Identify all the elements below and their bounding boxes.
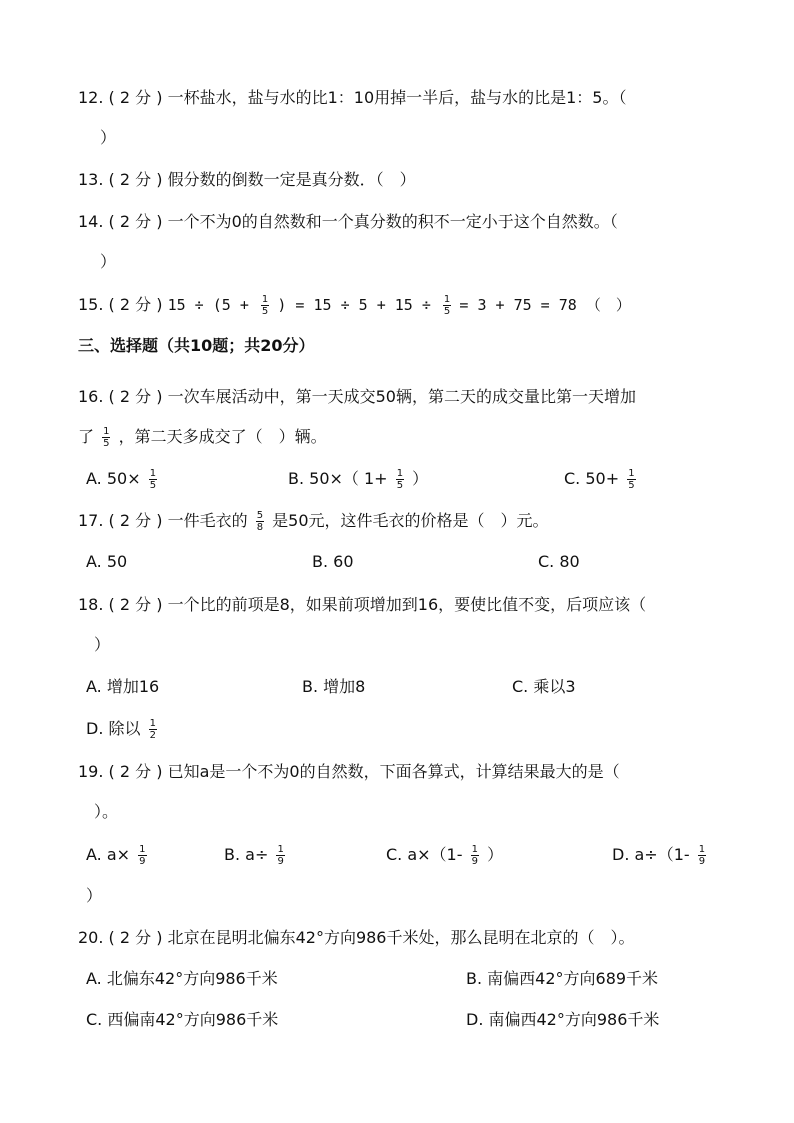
score-label: ( 2 分 ) <box>108 762 163 781</box>
option-b[interactable] <box>224 842 288 868</box>
option-label: D. 除以 <box>86 719 141 738</box>
option-label: A. a× <box>86 845 131 864</box>
option-label: B. a÷ <box>224 845 269 864</box>
question-text: 一个比的前项是8，如果前项增加到16，要使比值不变，后项应该（ <box>167 595 647 614</box>
option-d[interactable]: D. 南偏西42°方向986千米 <box>466 1010 660 1029</box>
score-label: ( 2 分 ) <box>108 595 163 614</box>
section-heading: 三、选择题（共10题；共20分） <box>78 336 315 355</box>
question-text: 一次车展活动中，第一天成交50辆，第二天的成交量比第一天增加 <box>167 387 636 406</box>
score-label: ( 2 分 ) <box>108 212 163 231</box>
question-18-tail: ） <box>94 635 111 654</box>
fraction-one-half: $\frac{1}{2}$ <box>149 718 156 741</box>
option-c[interactable]: C. 西偏南42°方向986千米 <box>86 1010 279 1029</box>
question-number: 15. <box>78 295 104 314</box>
question-number: 19. <box>78 762 104 781</box>
question-number: 14. <box>78 212 104 231</box>
fraction-one-fifth: $\frac{1}{5}$ <box>396 468 404 491</box>
option-label: B. 50×（ 1+ <box>288 469 388 488</box>
question-20 <box>78 928 634 948</box>
option-b[interactable] <box>288 466 428 492</box>
option-a[interactable] <box>86 842 150 868</box>
option-b[interactable]: B. 增加8 <box>302 677 366 696</box>
fraction-one-fifth: $\frac{1}{5}$ <box>261 294 269 317</box>
fraction-one-fifth: $\frac{1}{5}$ <box>628 468 635 491</box>
question-text: 了 <box>78 427 95 446</box>
question-12 <box>78 88 626 108</box>
option-a[interactable] <box>86 466 160 492</box>
option-d-tail: ） <box>86 886 103 905</box>
score-label: ( 2 分 ) <box>108 295 163 314</box>
question-14 <box>78 212 618 232</box>
option-c[interactable] <box>386 842 503 868</box>
option-b[interactable]: B. 60 <box>312 552 354 571</box>
question-text: 一个不为0的自然数和一个真分数的积不一定小于这个自然数。（ <box>167 212 618 231</box>
question-text: 已知a是一个不为0的自然数，下面各算式，计算结果最大的是（ <box>167 762 620 781</box>
fraction-five-eighths: $\frac{5}{8}$ <box>256 510 264 533</box>
question-number: 13. <box>78 170 104 189</box>
option-label: ） <box>487 845 504 864</box>
fraction-one-ninth: $\frac{1}{9}$ <box>139 844 146 867</box>
question-number: 17. <box>78 511 104 530</box>
fraction-one-ninth: $\frac{1}{9}$ <box>277 844 284 867</box>
question-15 <box>78 292 631 318</box>
question-number: 18. <box>78 595 104 614</box>
option-label: C. 50+ <box>564 469 620 488</box>
fraction-one-fifth: $\frac{1}{5}$ <box>149 468 157 491</box>
question-text: 是50元，这件毛衣的价格是（ ）元。 <box>272 511 549 530</box>
question-16 <box>78 387 636 407</box>
equation-part-3: = 3 + 75 = 78 （ ） <box>459 296 631 314</box>
option-label: ） <box>412 469 429 488</box>
question-17 <box>78 508 549 534</box>
option-c[interactable] <box>564 466 639 492</box>
option-label: A. 50× <box>86 469 141 488</box>
option-d[interactable] <box>612 842 709 868</box>
score-label: ( 2 分 ) <box>108 387 163 406</box>
question-text: 一杯盐水，盐与水的比1：10用掉一半后，盐与水的比是1：5。（ <box>167 88 627 107</box>
score-label: ( 2 分 ) <box>108 170 163 189</box>
score-label: ( 2 分 ) <box>108 88 163 107</box>
option-c[interactable]: C. 乘以3 <box>512 677 576 696</box>
question-number: 12. <box>78 88 104 107</box>
option-d[interactable] <box>86 716 160 742</box>
question-16-line-2 <box>78 424 327 450</box>
question-text: 一件毛衣的 <box>167 511 248 530</box>
option-c[interactable]: C. 80 <box>538 552 580 571</box>
option-b[interactable]: B. 南偏西42°方向689千米 <box>466 969 659 988</box>
equation-part-2: ) = 15 ÷ 5 + 15 ÷ <box>277 296 440 314</box>
question-19 <box>78 762 620 782</box>
fraction-one-fifth: $\frac{1}{5}$ <box>443 294 451 317</box>
question-number: 20. <box>78 928 104 947</box>
question-text: 假分数的倒数一定是真分数．（ ） <box>167 170 416 189</box>
question-text: ，第二天多成交了（ ）辆。 <box>118 427 327 446</box>
option-label: D. a÷（1- <box>612 845 690 864</box>
fraction-one-ninth: $\frac{1}{9}$ <box>698 844 706 867</box>
question-18 <box>78 595 646 615</box>
option-a[interactable]: A. 北偏东42°方向986千米 <box>86 969 278 988</box>
score-label: ( 2 分 ) <box>108 928 163 947</box>
score-label: ( 2 分 ) <box>108 511 163 530</box>
option-a[interactable]: A. 50 <box>86 552 128 571</box>
fraction-one-fifth: $\frac{1}{5}$ <box>103 426 110 449</box>
question-14-tail: ） <box>100 252 117 271</box>
equation-part-1: 15 ÷ (5 + <box>167 296 258 314</box>
question-number: 16. <box>78 387 104 406</box>
option-a[interactable]: A. 增加16 <box>86 677 160 696</box>
question-13 <box>78 170 416 190</box>
question-19-tail: ）。 <box>94 802 119 821</box>
fraction-one-ninth: $\frac{1}{9}$ <box>471 844 478 867</box>
question-12-tail: ） <box>100 128 117 147</box>
question-text: 北京在昆明北偏东42°方向986千米处，那么昆明在北京的（ ）。 <box>167 928 635 947</box>
option-label: C. a×（1- <box>386 845 463 864</box>
